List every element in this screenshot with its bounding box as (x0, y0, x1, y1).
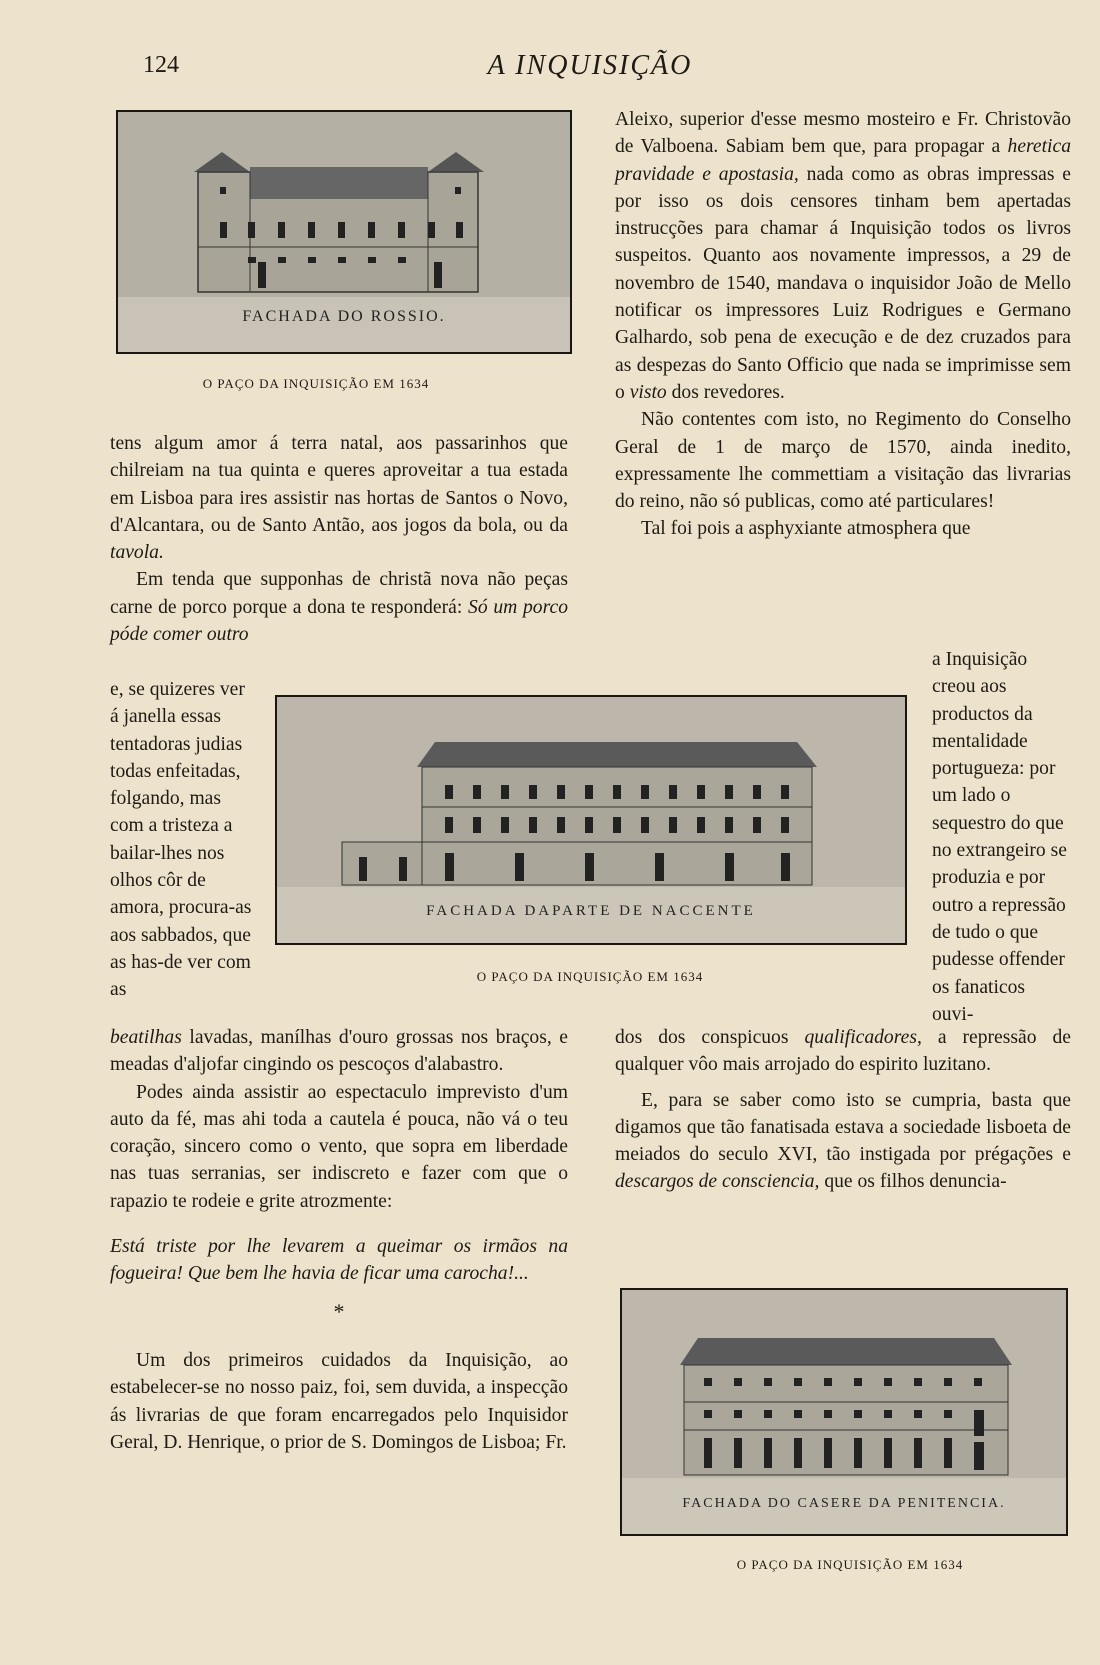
figure-caption: O PAÇO DA INQUISIÇÃO EM 1634 (202, 376, 430, 391)
paragraph: Em tenda que supponhas de christã nova não peças carne de porco porque a dona te responderá: Só um porco póde comer outro (110, 569, 568, 646)
figure-inscription: FACHADA DO ROSSIO. (242, 308, 446, 325)
left-column-wrap (110, 676, 256, 1004)
figure-facade-nascente (275, 695, 907, 945)
paragraph-continuation: beatilhas lavadas, manílhas d'ouro grossas nos braços, e meadas d'aljofar cingindo os pescoços d'alabastro. (110, 1027, 568, 1076)
paragraph: tens algum amor á terra natal, aos passarinhos que chilreiam na tua quinta e queres aproveitar a tua estada em Lisboa para ires assistir nas hortas de Santos o Novo, d'Alcantara, ou de Santo Antão, aos jogos da bola, ou da tavola. (110, 433, 568, 564)
right-column-text-upper (615, 106, 1071, 543)
section-break-star: * (333, 1298, 345, 1324)
figure-facade-rossio (116, 110, 572, 354)
paragraph: Um dos primeiros cuidados da Inquisição, ao estabelecer-se no nosso paiz, foi, sem duvida, a inspecção ás livrarias de que foram encarregados pelo Inquisidor Geral, D. Henrique, o prior de S. Domingos de Lisboa; Fr. (110, 1349, 568, 1453)
verse-quote: Está triste por lhe levarem a queimar os irmãos na fogueira! Que bem lhe havia de ficar uma carocha!... (110, 1236, 568, 1285)
figure-facade-penitencia (620, 1288, 1068, 1536)
paragraph: Aleixo, superior d'esse mesmo mosteiro e Fr. Christovão de Valboena. Sabiam bem que, para propagar a heretica pravidade e apostasia, nada como as obras impressas e por isso os dois censores tinham bem apertadas instrucções para chamar á Inquisição todos os livros suspeitos. Quanto aos novamente impressos, a 29 de novembro de 1540, mandava o inquisidor João de Mello notificar os impressores Luiz Rodrigues e Germano Galhardo, sob pena de execução e de dez cruzados para as despezas do Santo Officio que nada se imprimisse sem o visto dos revedores. (615, 109, 1071, 403)
right-column-wrap (932, 646, 1071, 1028)
paragraph: Tal foi pois a asphyxiante atmosphera que (641, 518, 971, 540)
figure-inscription: FACHADA DO CASERE DA PENITENCIA. (682, 1496, 1006, 1511)
paragraph-continuation: a Inquisição creou aos productos da mentalidade portugueza: por um lado o sequestro do que no extrangeiro se produzia e por outro a repressão de tudo o que pudesse offender os fanaticos ouvi- (932, 649, 1067, 1025)
figure-caption: O PAÇO DA INQUISIÇÃO EM 1634 (736, 1557, 964, 1572)
figure-caption: O PAÇO DA INQUISIÇÃO EM 1634 (476, 969, 704, 984)
running-head: A INQUISIÇÃO (487, 50, 693, 81)
paragraph-continuation: dos dos conspicuos qualificadores, a repressão de qualquer vôo mais arrojado do espirito luzitano. (615, 1027, 1071, 1076)
paragraph-continuation: e, se quizeres ver á janella essas tentadoras judias todas enfeitadas, folgando, mas com a tristeza a bailar-lhes nos olhos côr de amora, procura-as aos sabbados, que as has-de ver com as (110, 679, 252, 1001)
right-column-text-lower (615, 1024, 1071, 1196)
paragraph: E, para se saber como isto se cumpria, basta que digamos que tão fanatisada estava a sociedade lisboeta de meiados do seculo XVI, tão instigada por prégações e descargos de consciencia, que os filhos denuncia- (615, 1089, 1071, 1193)
left-column-text-upper (110, 430, 568, 648)
left-column-text-lower (110, 1024, 568, 1456)
paragraph: Podes ainda assistir ao espectaculo imprevisto d'um auto da fé, mas ahi toda a cautela é pouca, não vá o teu coração, sincero como o vento, que sopra em liberdade nas tuas serranias, ser indiscreto e fazer com que o rapazio te rodeie e grite atrozmente: (110, 1081, 568, 1212)
page-number: 124 (143, 52, 179, 78)
figure-inscription: FACHADA DAPARTE DE NACCENTE (426, 903, 756, 919)
paragraph: Não contentes com isto, no Regimento do Conselho Geral de 1 de março de 1570, ainda inedito, expressamente lhe commettiam a visitação das livrarias do reino, não só publicas, como até particulares! (615, 409, 1071, 513)
